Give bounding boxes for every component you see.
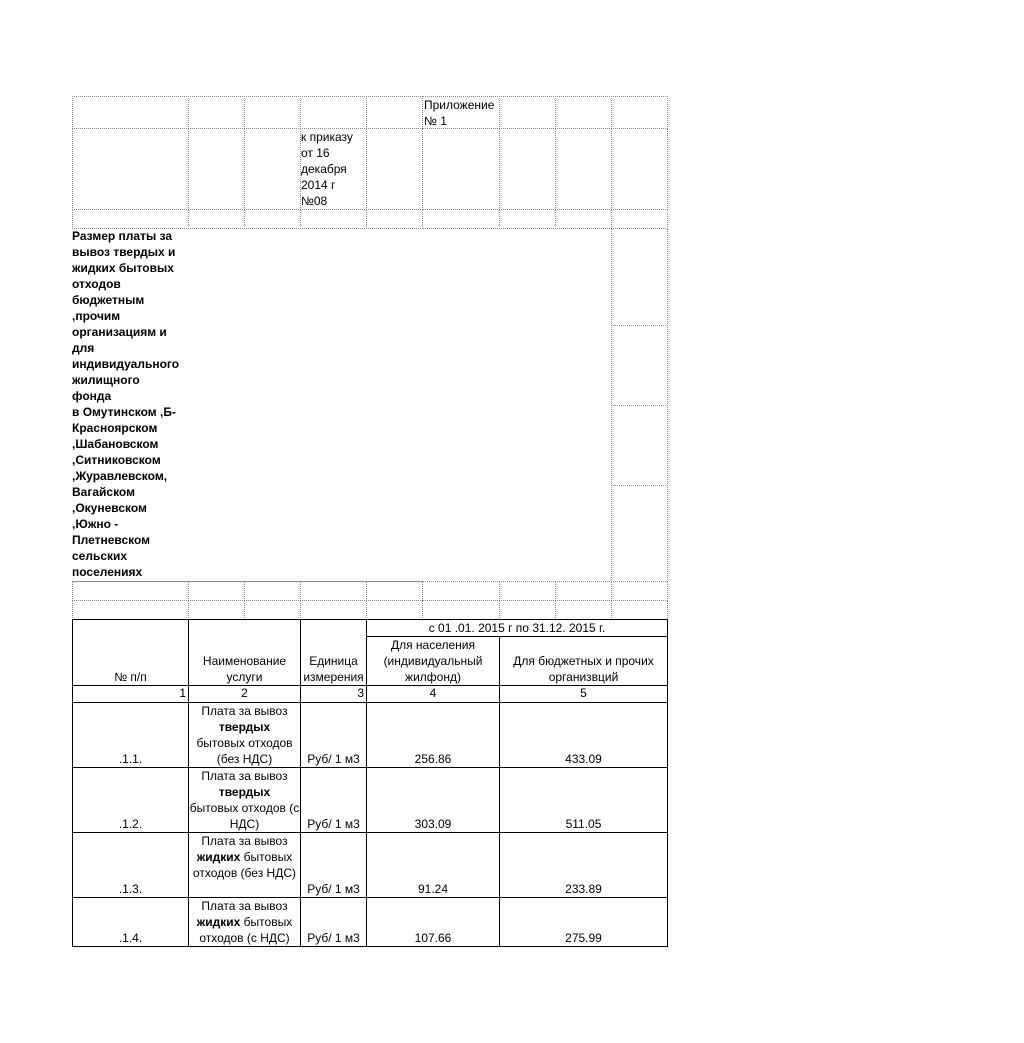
cell: [611, 325, 668, 406]
cell: [555, 209, 612, 229]
cell: [499, 96, 556, 129]
population-price-text: 303.09: [414, 817, 452, 831]
row-number-text: .1.4.: [118, 931, 143, 945]
cell: [188, 581, 245, 601]
cell: [422, 209, 500, 229]
population-price-text: 91.24: [417, 882, 449, 896]
cell: [611, 600, 668, 620]
header-budget-text: Для бюджетных и прочих организвций: [513, 654, 654, 684]
service-name-text: Плата за вывоз: [201, 834, 288, 848]
unit-cell: [300, 832, 367, 898]
row-number: [72, 832, 189, 898]
service-type: жидких: [196, 850, 241, 864]
cell: [611, 128, 668, 210]
cell: [300, 96, 367, 129]
cell: [611, 581, 668, 601]
budget-price: [499, 897, 668, 947]
cell: [555, 581, 612, 601]
unit-text: Руб/ 1 м3: [307, 931, 360, 945]
cell: [188, 96, 245, 129]
col-number: 2: [188, 685, 301, 703]
population-price-text: 256.86: [414, 752, 452, 766]
budget-price-text: 275.99: [565, 931, 602, 945]
budget-price-text: 433.09: [565, 752, 602, 766]
cell: [300, 209, 367, 229]
cell: [244, 600, 301, 620]
service-type: твердых: [218, 720, 271, 734]
cell: [188, 128, 245, 210]
row-number: [72, 767, 189, 833]
header-population: [366, 636, 500, 686]
unit-text: Руб/ 1 м3: [307, 817, 360, 831]
cell: [244, 581, 301, 601]
service-name: [188, 702, 301, 768]
service-name-text: бытовых отходов (без НДС): [192, 850, 296, 880]
budget-price: [499, 702, 668, 768]
cell: [499, 600, 556, 620]
cell: [244, 128, 301, 210]
row-number: [72, 702, 189, 768]
cell: [244, 209, 301, 229]
cell: [422, 128, 500, 210]
col-number: 4: [366, 685, 500, 703]
population-price-text: 107.66: [414, 931, 452, 945]
cell: [499, 581, 556, 601]
period-header: [366, 619, 668, 637]
header-name: [188, 619, 301, 686]
unit-text: Руб/ 1 м3: [307, 752, 360, 766]
header-population-text: Для населения (индивидуальный жилфонд): [383, 638, 483, 684]
row-number-text: .1.3.: [118, 882, 143, 896]
budget-price: [499, 832, 668, 898]
unit-cell: [300, 897, 367, 947]
budget-price-text: 233.89: [565, 882, 602, 896]
budget-price-text: 511.05: [565, 817, 602, 831]
row-number-text: .1.2.: [118, 817, 143, 831]
service-name-text: Плата за вывоз: [201, 899, 288, 913]
budget-price: [499, 767, 668, 833]
cell: [72, 600, 189, 620]
cell: [300, 581, 367, 601]
cell: [555, 600, 612, 620]
cell: [72, 128, 189, 210]
row-number-text: .1.1.: [118, 752, 143, 766]
cell: [499, 128, 556, 210]
appendix-label: Приложение № 1: [422, 96, 500, 129]
spreadsheet: [72, 96, 668, 947]
cell: [366, 96, 423, 129]
cell: [72, 209, 189, 229]
cell: [611, 405, 668, 486]
header-num: [72, 619, 189, 686]
population-price: [366, 832, 500, 898]
cell: [366, 128, 423, 210]
service-type: твердых: [218, 785, 271, 799]
cell: [366, 209, 423, 229]
header-unit: [300, 619, 367, 686]
col-number: 5: [499, 685, 668, 703]
cell: [422, 600, 500, 620]
unit-cell: [300, 767, 367, 833]
cell: [366, 600, 423, 620]
unit-cell: [300, 702, 367, 768]
service-name-text: бытовых отходов (с НДС): [189, 801, 300, 831]
service-name-text: Плата за вывоз: [201, 769, 288, 783]
service-type: жидких: [196, 915, 241, 929]
header-budget: [499, 636, 668, 686]
header-num-text: № п/п: [114, 670, 147, 684]
cell: [244, 96, 301, 129]
service-name: [188, 897, 301, 947]
cell: [499, 209, 556, 229]
document-title: Размер платы за вывоз твердых и жидких бытовых отходов бюджетным ,прочим организациям и для индивидуального жилищного фонда в Омутинском ,Б- Красноярском ,Шабановском ,Ситниковском ,Журавлевском, Вагайском ,Окуневском ,Южно - Плетневском сельских поселениях: [72, 229, 180, 579]
col-number: 1: [72, 685, 189, 703]
service-name: [188, 832, 301, 898]
service-name-text: бытовых отходов (с НДС): [199, 915, 293, 945]
service-name-text: бытовых отходов (без НДС): [196, 736, 293, 766]
cell: [422, 581, 500, 601]
cell: [72, 96, 189, 129]
population-price: [366, 702, 500, 768]
unit-text: Руб/ 1 м3: [307, 882, 360, 896]
cell: [188, 209, 245, 229]
cell: [611, 485, 668, 582]
population-price: [366, 767, 500, 833]
cell: [366, 581, 423, 601]
period-text: с 01 .01. 2015 г по 31.12. 2015 г.: [428, 621, 606, 635]
cell: [300, 600, 367, 620]
population-price: [366, 897, 500, 947]
order-reference: к приказу от 16 декабря 2014 г №08: [300, 128, 367, 210]
cell: [611, 209, 668, 229]
header-unit-text: Единица измерения: [303, 654, 364, 684]
title-area: [72, 228, 612, 582]
cell: [188, 600, 245, 620]
cell: [611, 228, 668, 326]
cell: [555, 128, 612, 210]
cell: [555, 96, 612, 129]
cell: [611, 96, 668, 129]
service-name-text: Плата за вывоз: [201, 704, 288, 718]
service-name: [188, 767, 301, 833]
header-name-text: Наименование услуги: [202, 654, 287, 684]
col-number: 3: [300, 685, 367, 703]
row-number: [72, 897, 189, 947]
cell: [72, 581, 189, 601]
